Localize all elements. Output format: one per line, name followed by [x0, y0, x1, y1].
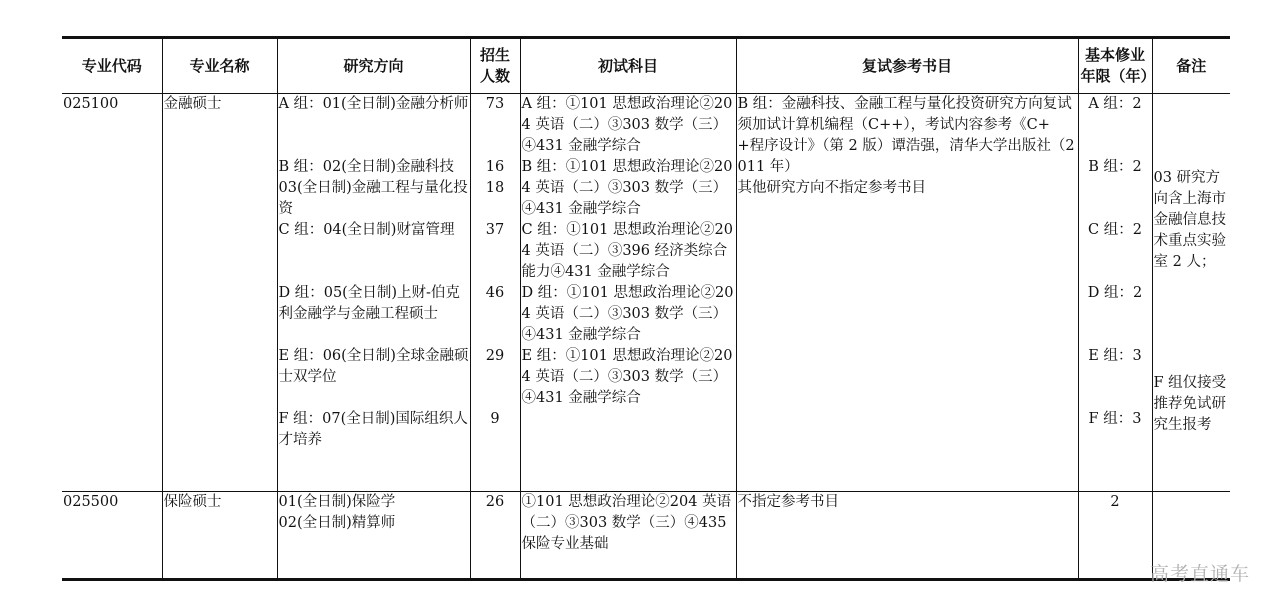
- years-a: A 组：2: [1088, 96, 1142, 112]
- cell-enroll: 26: [470, 492, 520, 580]
- header-name: 专业名称: [162, 38, 277, 94]
- cell-name: 保险硕士: [162, 492, 277, 580]
- header-enroll: 招生 人数: [470, 38, 520, 94]
- years-e: E 组：3: [1088, 348, 1142, 364]
- years-c: C 组：2: [1088, 222, 1142, 238]
- years-f: F 组：3: [1088, 411, 1142, 427]
- cell-direction: 01(全日制)保险学 02(全日制)精算师: [277, 492, 470, 580]
- cell-years: 2: [1078, 492, 1152, 580]
- header-years: 基本修业 年限（年）: [1078, 38, 1152, 94]
- enroll-c: 37: [485, 222, 505, 238]
- header-row: [62, 38, 1230, 94]
- enroll-a: 73: [485, 96, 505, 112]
- direction-a: A 组：01(全日制)金融分析师: [278, 96, 469, 112]
- direction-e: E 组：06(全日制)全球金融硕士双学位: [278, 348, 469, 385]
- header-books: 复试参考书目: [736, 38, 1078, 94]
- cell-name: 金融硕士: [162, 94, 277, 492]
- header-exam: 初试科目: [520, 38, 736, 94]
- cell-direction: [277, 94, 470, 492]
- enroll-d: 46: [485, 285, 505, 301]
- cell-books: 不指定参考书目: [736, 492, 1078, 580]
- note-1: 03 研究方向含上海市金融信息技术重点实验室 2 人；: [1153, 170, 1226, 270]
- cell-exam: ①101 思想政治理论②204 英语（二）③303 数学（三）④435 保险专业基础: [520, 492, 736, 580]
- cell-notes: [1152, 94, 1230, 492]
- cell-years: [1078, 94, 1152, 492]
- note-2: F 组仅接受推荐免试研究生报考: [1153, 375, 1227, 433]
- years-d: D 组：2: [1087, 285, 1143, 301]
- years-b: B 组：2: [1088, 159, 1142, 175]
- direction-b: B 组：02(全日制)金融科技 03(全日制)金融工程与量化投资: [278, 159, 468, 217]
- cell-exam: A 组：①101 思想政治理论②204 英语（二）③303 数学（三）④431 金融学综合 B 组：①101 思想政治理论②204 英语（二）③303 数学（三）④431 金融学综合 C 组：①101 思想政治理论②204 英语（二）③396 经济类综合能力④431 金融学综合 D 组：①101 思想政治理论②204 英语（二）③303 数学（三）④431 金融学综合 E 组：①101 思想政治理论②204 英语（二）③303 数学（三）④431 金融学综合: [520, 94, 736, 492]
- cell-code: 025500: [62, 492, 162, 580]
- table-row: [62, 94, 1230, 492]
- header-notes: 备注: [1152, 38, 1230, 94]
- enroll-e: 29: [485, 348, 505, 364]
- watermark: 高考直通车: [1149, 563, 1250, 585]
- direction-f: F 组：07(全日制)国际组织人才培养: [278, 411, 468, 448]
- notes-spacer: [1154, 94, 1230, 168]
- header-direction: 研究方向: [277, 38, 470, 94]
- header-code: 专业代码: [62, 38, 162, 94]
- direction-c: C 组：04(全日制)财富管理: [278, 222, 455, 238]
- cell-code: 025100: [62, 94, 162, 492]
- enroll-b: 16 18: [485, 159, 505, 196]
- table-row: [62, 492, 1230, 580]
- cell-enroll: [470, 94, 520, 492]
- enroll-f: 9: [490, 411, 500, 427]
- admission-table: [62, 36, 1230, 581]
- direction-d: D 组：05(全日制)上财-伯克利金融学与金融工程硕士: [278, 285, 460, 322]
- cell-books: B 组：金融科技、金融工程与量化投资研究方向复试须加试计算机编程（C++），考试内容参考《C++程序设计》（第 2 版）谭浩强，清华大学出版社（2011 年） 其他研究方向不指定参考书目: [736, 94, 1078, 492]
